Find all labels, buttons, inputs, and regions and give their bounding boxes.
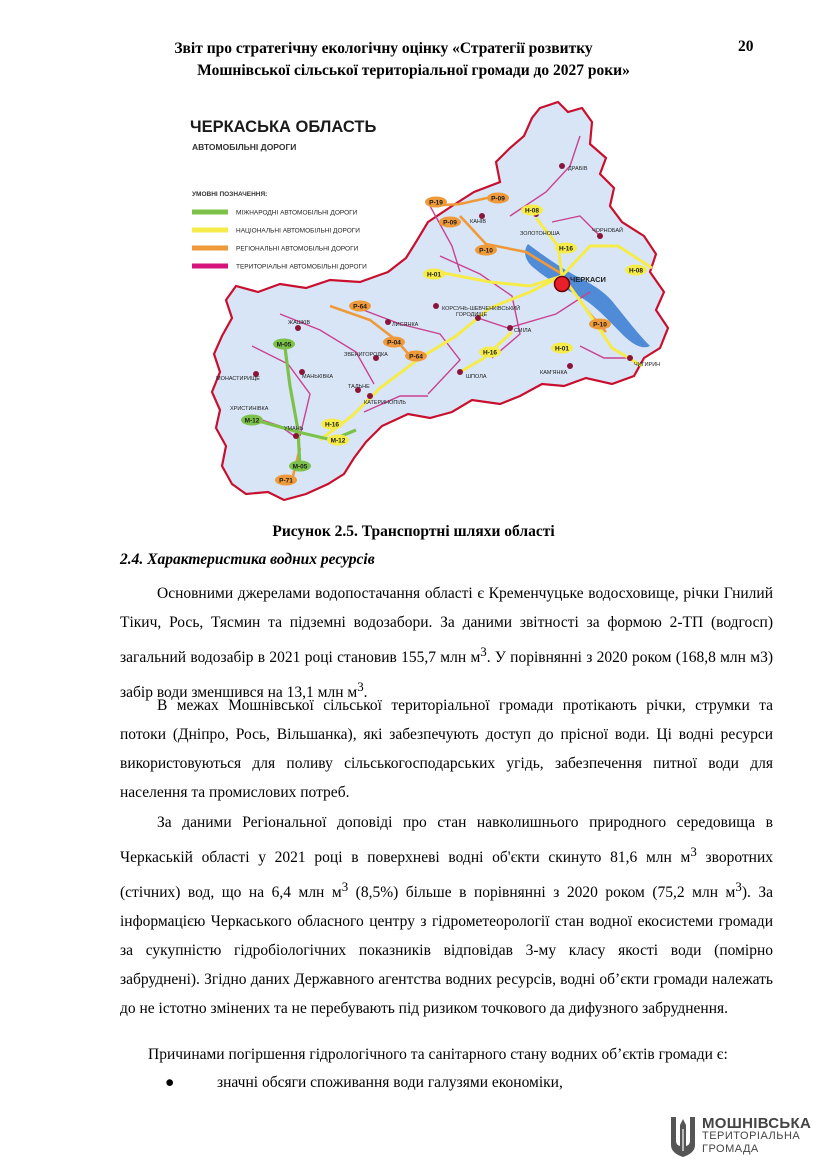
road-map (160, 96, 670, 504)
header-line-1: Звіт про стратегічну екологічну оцінку «Стратегії розвитку (174, 40, 593, 57)
legend (192, 210, 367, 271)
road-badge-label: Н-16 (482, 349, 498, 357)
cherkasy-capital-marker (555, 277, 570, 292)
road-badge-label: Р-64 (409, 353, 423, 361)
superscript: 3 (341, 879, 349, 895)
city-label: ЧОРНОБАЙ (592, 228, 623, 234)
road-badge-label: Р-10 (479, 247, 493, 255)
logo-line-3: ГРОМАДА (702, 1143, 759, 1155)
community-logo (668, 1113, 818, 1161)
road-badge-label: Н-08 (524, 207, 540, 215)
bullet-item (165, 1068, 563, 1097)
city-label: ГОРОДИЩЕ (456, 312, 488, 318)
city-label: КОРСУНЬ-ШЕВЧЕНКІВСЬКИЙ (442, 306, 521, 312)
logo-text (702, 1117, 811, 1156)
text-run: . (363, 684, 368, 702)
text-run: зворотних (стічних) вод, що на 6,4 млн м (120, 849, 773, 902)
section-title: 2.4. Характеристика водних ресурсів (120, 551, 375, 568)
text-run: . У порівнянні з 2020 роком (168,8 млн м3) забір води зменшився на 13,1 млн м (120, 649, 773, 702)
superscript: 3 (357, 679, 364, 695)
legend-label: ТЕРИТОРІАЛЬНІ АВТОМОБІЛЬНІ ДОРОГИ (236, 263, 367, 271)
bullet-marker: ● (165, 1074, 175, 1091)
superscript: 3 (480, 644, 487, 659)
map-title: ЧЕРКАСЬКА ОБЛАСТЬ (190, 118, 377, 136)
road-badge-label: Р-09 (491, 195, 505, 203)
legend-label: НАЦІОНАЛЬНІ АВТОМОБІЛЬНІ ДОРОГИ (236, 227, 360, 235)
map-subtitle: АВТОМОБІЛЬНІ ДОРОГИ (192, 142, 297, 152)
cherkasy-label: ЧЕРКАСИ (570, 275, 606, 284)
logo-line-2: ТЕРИТОРІАЛЬНА (702, 1130, 801, 1142)
paragraph-water-sources (120, 579, 773, 707)
road-badge-label: Н-08 (628, 267, 644, 275)
logo-line-1: МОШНІВСЬКА (702, 1115, 812, 1132)
road-badge-label: Р-19 (429, 199, 443, 207)
city-label: КАНІВ (470, 219, 487, 225)
city-label: ТАЛЬНЕ (348, 384, 370, 390)
road-badge-label: М-12 (244, 417, 260, 425)
page-header (0, 38, 827, 82)
road-badge-label: М-05 (292, 463, 308, 471)
city-label: МАНЬКІВКА (302, 374, 334, 380)
road-badge-label: Р-10 (593, 321, 607, 329)
road-badge-label: Н-16 (324, 421, 340, 429)
city-label: ШПОЛА (466, 374, 487, 380)
city-label: КАМ'ЯНКА (540, 370, 568, 376)
header-line-2: Мошнівської сільської територіальної громади до 2027 роки» (197, 62, 630, 79)
bullet-text: значні обсяги споживання води галузями економіки, (217, 1074, 563, 1091)
road-badge-label: Н-01 (554, 345, 570, 353)
legend-title: УМОВНІ ПОЗНАЧЕННЯ: (192, 191, 268, 198)
superscript: 3 (690, 844, 697, 859)
city-label: ДРАБІВ (568, 166, 588, 172)
legend-label: РЕГІОНАЛЬНІ АВТОМОБІЛЬНІ ДОРОГИ (236, 245, 359, 253)
city-label: ЛИСЯНКА (392, 322, 419, 328)
legend-label: МІЖНАРОДНІ АВТОМОБІЛЬНІ ДОРОГИ (236, 209, 358, 217)
city-label: ЖАШКІВ (288, 320, 311, 326)
text-run: За даними Регіональної доповіді про стан навколишнього природного середовища в Черкаській області у 2021 році в поверхневі водні об'єкти скинуто 81,6 млн м (120, 814, 773, 867)
city-label: ЧИГИРИН (634, 362, 661, 368)
city-label: ЗОЛОТОНОША (520, 231, 560, 237)
figure-caption: Рисунок 2.5. Транспортні шляхи області (272, 523, 555, 540)
road-badge-label: Р-04 (387, 339, 401, 347)
text-run: (8,5%) більше в порівнянні з 2020 роком (75,2 млн м (348, 884, 736, 902)
road-badge-label: Р-71 (279, 477, 293, 485)
city-label: ХРИСТИНІВКА (230, 406, 269, 412)
paragraph-causes: Причинами погіршення гідрологічного та санітарного стану водних об’єктів громади є: (148, 1046, 728, 1063)
trident-icon (668, 1115, 698, 1159)
city-label: МОНАСТИРИЩЕ (216, 376, 260, 382)
city-label: КАТЕРИНОПІЛЬ (364, 400, 407, 406)
paragraph-rivers: В межах Мошнівської сільської територіальної громади протікають річки, струмки та потоки (Дніпро, Рось, Вільшанка), які забезпечують доступ до прісної води. Ці водні ресурси використовуються для поливу сільськогосподарських угідь, забезпечення питної води для населення та промислових потреб. (120, 697, 773, 801)
road-badge-label: Н-01 (426, 271, 442, 279)
road-badge-label: М-05 (276, 341, 292, 349)
text-run: ). За інформацією Черкаського обласного центру з гідрометеорології стан водної екосистеми громади за сукупністю гідробіологічних показників відповідав 3-му класу якості води (помірно забруднені). Згідно даних Державного агентства водних ресурсів, водні об’єкти громади належать до не істотно змінених та не перебувають під ризиком точкового да дифузного забруднення. (120, 884, 774, 1018)
superscript: 3 (735, 879, 742, 895)
city-label: ЗВЕНИГОРОДКА (344, 352, 388, 358)
page-number: 20 (738, 38, 754, 55)
road-badge-label: М-12 (330, 437, 346, 445)
road-badge-label: Р-09 (443, 219, 457, 227)
text-run: Основними джерелами водопостачання області є Кременчуцьке водосховище, річки Гнилий Тікич, Рось, Тясмин та підземні водозабори. За даними звітності за формою 2-ТП (водгосп) загальний водозабір в 2021 році становив 155,7 млн м (120, 585, 773, 667)
paragraph-wastewater (120, 808, 773, 1023)
road-badge-label: Р-64 (353, 303, 367, 311)
city-label: СМІЛА (514, 328, 532, 334)
city-label: УМАНЬ (284, 426, 304, 432)
road-badge-label: Н-16 (558, 245, 574, 253)
